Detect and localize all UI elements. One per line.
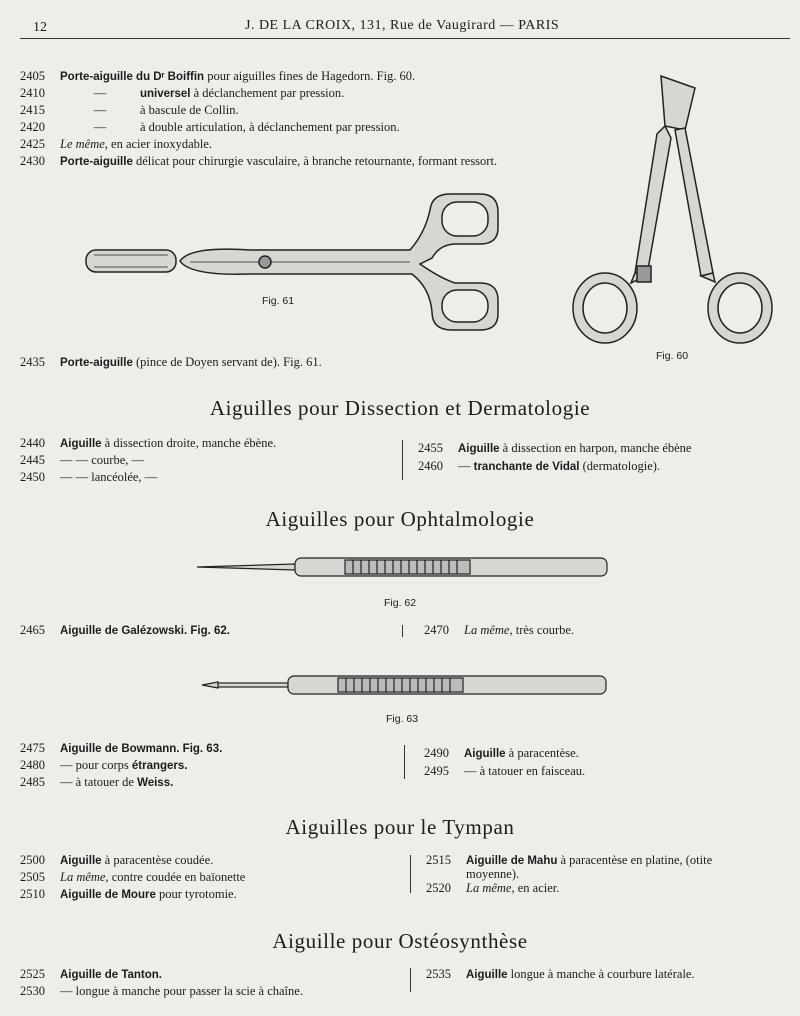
running-head: J. DE LA CROIX, 131, Rue de Vaugirard — PARIS bbox=[245, 18, 560, 33]
entry-text: moyenne). bbox=[466, 867, 520, 881]
entry-text: à paracentèse coudée. bbox=[101, 853, 214, 867]
entry-text: Porte-aiguille bbox=[60, 156, 133, 168]
entry-text: délicat pour chirurgie vasculaire, à branche retournante, formant ressort. bbox=[132, 154, 498, 168]
catalog-entry-2485 bbox=[20, 774, 173, 791]
entry-text: La même, bbox=[466, 881, 515, 895]
entry-text: pour aiguilles fines de Hagedorn. Fig. 60. bbox=[204, 69, 416, 83]
header-rule bbox=[20, 38, 790, 39]
catalog-number: 2440 bbox=[20, 436, 45, 450]
catalog-number: 2490 bbox=[424, 746, 449, 760]
entry-text: La même, bbox=[60, 870, 109, 884]
catalog-entry-2405 bbox=[20, 68, 415, 85]
catalog-number: 2415 bbox=[20, 103, 45, 117]
catalog-number: 2405 bbox=[20, 69, 45, 83]
catalog-entry-2425 bbox=[20, 136, 212, 152]
item-2470: 2470 La même, très courbe. bbox=[424, 623, 575, 637]
column-divider bbox=[410, 968, 411, 992]
catalog-entry-2490 bbox=[424, 745, 579, 762]
catalog-number: 2450 bbox=[20, 470, 45, 484]
ditto-dash: — bbox=[93, 120, 107, 134]
catalog-entry-2530 bbox=[20, 983, 303, 999]
entry-text: à double articulation, à déclanchement par pression. bbox=[140, 120, 400, 134]
catalog-number: 2410 bbox=[20, 86, 45, 100]
column-divider bbox=[410, 855, 411, 893]
column-divider bbox=[402, 625, 403, 637]
fig-62-needle-illustration bbox=[195, 552, 615, 582]
catalog-number: 2530 bbox=[20, 984, 45, 998]
entry-text: longue à manche à courbure latérale. bbox=[507, 967, 695, 981]
entry-text: Aiguille bbox=[60, 855, 102, 867]
item-2435: 2435 Porte-aiguille (pince de Doyen servant de). Fig. 61. bbox=[20, 355, 322, 369]
ditto-dash: — bbox=[93, 103, 107, 117]
fig-60-label: Fig. 60 bbox=[656, 350, 689, 362]
entry-text: — à tatouer en faisceau. bbox=[464, 764, 586, 778]
entry-text: — longue à manche pour passer la scie à chaîne. bbox=[60, 984, 303, 998]
catalog-entry-2415 bbox=[20, 102, 239, 118]
ditto-dash: — bbox=[93, 86, 107, 100]
catalog-number: 2425 bbox=[20, 137, 45, 151]
entry-text: universel bbox=[140, 88, 191, 100]
catalog-entry-2520 bbox=[426, 880, 559, 896]
catalog-entry-2430 bbox=[20, 153, 497, 170]
entry-text: — — courbe, — bbox=[60, 453, 145, 467]
catalog-number: 2480 bbox=[20, 758, 45, 772]
entry-text: — à tatouer de bbox=[60, 775, 138, 789]
entry-text: Aiguille de Tanton. bbox=[60, 969, 163, 981]
entry-text: en acier. bbox=[514, 881, 560, 895]
entry-text: à dissection en harpon, manche ébène bbox=[499, 441, 692, 455]
section-title-tympan: Aiguilles pour le Tympan bbox=[285, 815, 515, 839]
catalog-number: 2515 bbox=[426, 853, 451, 867]
catalog-entry-2500 bbox=[20, 852, 213, 869]
entry-text: Aiguille de Moure bbox=[60, 889, 156, 901]
entry-text: — — lancéolée, — bbox=[60, 470, 158, 484]
catalog-number: 2445 bbox=[20, 453, 45, 467]
entry-text: Le même, bbox=[60, 137, 108, 151]
entry-text: — pour corps bbox=[60, 758, 132, 772]
catalog-entry-2535 bbox=[426, 966, 695, 983]
catalog-number: 2475 bbox=[20, 741, 45, 755]
entry-text: pour tyrotomie. bbox=[155, 887, 237, 901]
catalog-number: 2535 bbox=[426, 967, 451, 981]
entry-text: Aiguille de Bowmann. Fig. 63. bbox=[60, 743, 223, 755]
entry-text: en acier inoxydable. bbox=[107, 137, 213, 151]
page-number: 12 bbox=[33, 20, 47, 35]
entry-text: tranchante de Vidal bbox=[473, 461, 580, 473]
catalog-number: 2495 bbox=[424, 764, 449, 778]
fig-60-needle-holder-illustration bbox=[565, 68, 780, 348]
section-title-dissection: Aiguilles pour Dissection et Dermatologie bbox=[209, 396, 591, 420]
catalog-entry-2505 bbox=[20, 869, 245, 885]
fig-62-label: Fig. 62 bbox=[384, 597, 417, 609]
entry-text: étrangers. bbox=[131, 760, 188, 772]
catalog-number: 2455 bbox=[418, 441, 443, 455]
column-divider bbox=[404, 745, 405, 779]
catalog-entry-2445 bbox=[20, 452, 144, 468]
catalog-entry-2495 bbox=[424, 763, 585, 779]
entry-text: à dissection droite, manche ébène. bbox=[101, 436, 277, 450]
catalog-entry-2420 bbox=[20, 119, 400, 135]
catalog-number: 2460 bbox=[418, 459, 443, 473]
catalog-entry-2525 bbox=[20, 966, 162, 983]
entry-text: contre coudée en baïonette bbox=[108, 870, 246, 884]
entry-text: Weiss. bbox=[137, 777, 174, 789]
entry-text: — bbox=[458, 459, 474, 473]
column-divider bbox=[402, 440, 403, 480]
entry-text: Aiguille bbox=[60, 438, 102, 450]
entry-text: Aiguille bbox=[458, 443, 500, 455]
catalog-entry-2450 bbox=[20, 469, 157, 485]
fig-63-label: Fig. 63 bbox=[386, 713, 419, 725]
catalog-number: 2510 bbox=[20, 887, 45, 901]
entry-text: à déclanchement par pression. bbox=[190, 86, 345, 100]
catalog-entry-2460 bbox=[418, 458, 660, 475]
fig-61-needle-holder-illustration bbox=[80, 188, 510, 338]
catalog-entry-2480 bbox=[20, 757, 187, 774]
catalog-number: 2420 bbox=[20, 120, 45, 134]
item-2465: 2465 Aiguille de Galézowski. Fig. 62. bbox=[20, 623, 230, 637]
section-title-osteosynthese: Aiguille pour Ostéosynthèse bbox=[272, 929, 528, 953]
catalog-number: 2505 bbox=[20, 870, 45, 884]
entry-text: à bascule de Collin. bbox=[140, 103, 239, 117]
entry-text: Aiguille bbox=[466, 969, 508, 981]
catalog-number: 2500 bbox=[20, 853, 45, 867]
catalog-entry-2410 bbox=[20, 85, 344, 102]
catalog-number: 2485 bbox=[20, 775, 45, 789]
catalog-entry-2455 bbox=[418, 440, 691, 457]
catalog-number: 2430 bbox=[20, 154, 45, 168]
entry-text: à paracentèse en platine, (otite bbox=[557, 853, 713, 867]
catalog-entry-2510 bbox=[20, 886, 237, 903]
entry-text: Porte-aiguille du Dʳ Boiffin bbox=[60, 71, 205, 83]
catalog-entry-2440 bbox=[20, 435, 276, 452]
section-title-ophtalmologie: Aiguilles pour Ophtalmologie bbox=[265, 507, 535, 531]
fig-61-label: Fig. 61 bbox=[262, 295, 295, 307]
catalog-number: 2520 bbox=[426, 881, 451, 895]
entry-text: Aiguille de Mahu bbox=[466, 855, 558, 867]
entry-text: à paracentèse. bbox=[505, 746, 579, 760]
entry-text: Aiguille bbox=[464, 748, 506, 760]
catalog-entry-2475 bbox=[20, 740, 222, 757]
entry-text: (dermatologie). bbox=[579, 459, 661, 473]
fig-63-needle-illustration bbox=[198, 670, 618, 700]
catalog-number: 2525 bbox=[20, 967, 45, 981]
